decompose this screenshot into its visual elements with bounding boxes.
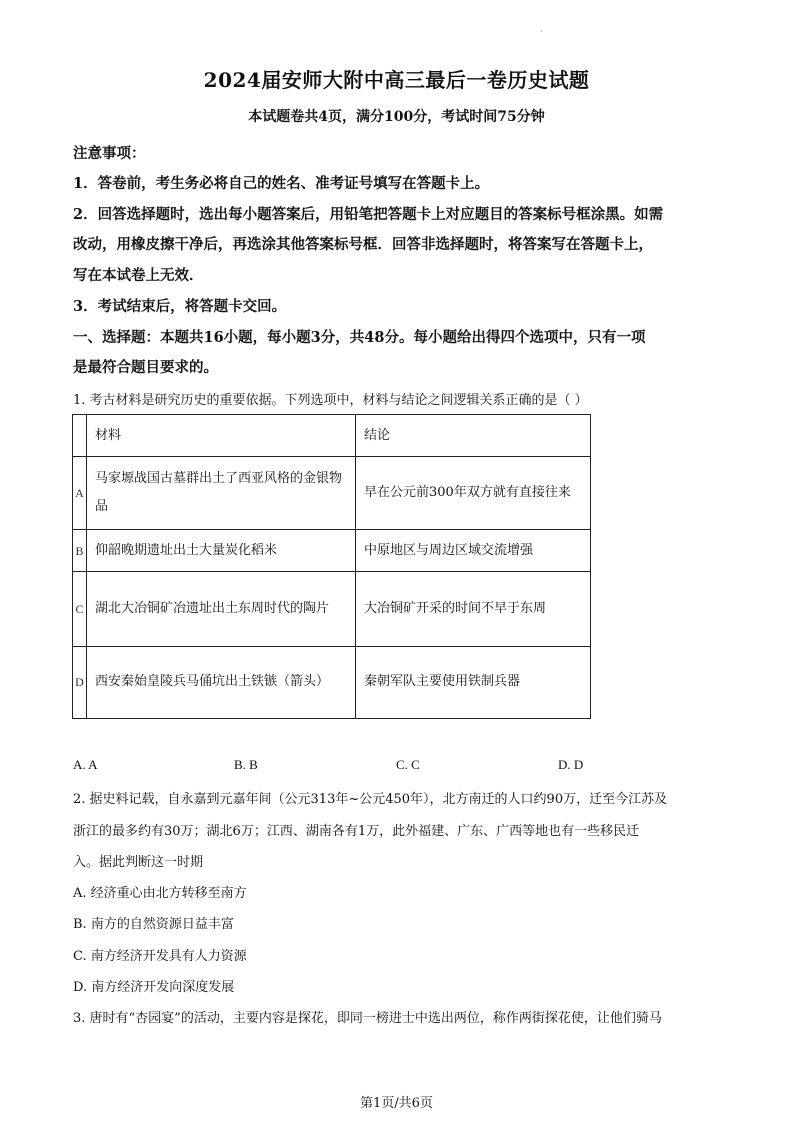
note-item-2-line-2: 改动，用橡皮擦干净后，再选涂其他答案标号框．回答非选择题时，将答案写在答题卡上， [73, 236, 653, 253]
conclusion-cell: 中原地区与周边区域交流增强 [356, 530, 591, 572]
row-label: B [73, 530, 87, 572]
table-row [73, 530, 591, 572]
row-label: C [73, 572, 87, 646]
question-1-option-c: C. C [396, 757, 420, 772]
conclusion-cell: 早在公元前300年双方就有直接往来 [356, 457, 591, 530]
table-row [73, 572, 591, 646]
question-1-option-b: B. B [234, 757, 258, 772]
note-item-2-line-1: 2．回答选择题时，选出每小题答案后，用铅笔把答题卡上对应题目的答案标号框涂黑。如需 [73, 206, 664, 223]
question-1-option-d: D. D [558, 757, 584, 772]
note-item-3: 3．考试结束后，将答题卡交回。 [73, 298, 287, 315]
table-row [73, 457, 591, 530]
question-3-line-1: 3. 唐时有“杏园宴”的活动，主要内容是探花，即同一榜进士中选出两位，称作两街探花使，让他们骑马 [73, 1011, 662, 1026]
notes-heading: 注意事项： [73, 145, 146, 162]
material-cell: 西安秦始皇陵兵马俑坑出土铁镞（箭头） [87, 646, 356, 718]
column-header-material: 材料 [87, 415, 356, 457]
row-label: D [73, 646, 87, 718]
table-header-row [73, 415, 591, 457]
question-1-stem: 1. 考古材料是研究历史的重要依据。下列选项中，材料与结论之间逻辑关系正确的是（ ） [73, 393, 588, 408]
note-item-1: 1．答卷前，考生务必将自己的姓名、准考证号填写在答题卡上。 [73, 175, 490, 192]
conclusion-cell: 秦朝军队主要使用铁制兵器 [356, 646, 591, 718]
column-header-conclusion: 结论 [356, 415, 591, 457]
table-cell [73, 415, 87, 457]
question-2-option-a: A. 经济重心由北方转移至南方 [73, 886, 247, 901]
section-heading-line-2: 是最符合题目要求的。 [73, 359, 218, 376]
exam-info: 本试题卷共4页，满分100分，考试时间75分钟 [248, 109, 545, 125]
material-cell: 湖北大冶铜矿冶遗址出土东周时代的陶片 [87, 572, 356, 646]
page-title: 2024届安师大附中高三最后一卷历史试题 [203, 68, 590, 92]
question-2-line-2: 浙江的最多约有30万；湖北6万；江西、湖南各有1万，此外福建、广东、广西等地也有一些移民迁 [73, 824, 640, 839]
question-1-option-a: A. A [73, 757, 98, 772]
question-2-option-b: B. 南方的自然资源日益丰富 [73, 917, 234, 932]
note-item-2-line-3: 写在本试卷上无效． [73, 267, 204, 284]
question-2-line-3: 入。据此判断这一时期 [73, 855, 204, 870]
question-2-line-1: 2. 据史料记载，自永嘉到元嘉年间（公元313年~公元450年），北方南迁的人口约90万，迁至今江苏及 [73, 792, 668, 807]
material-cell: 马家塬战国古墓群出土了西亚风格的金银物品 [87, 457, 356, 530]
page-number: 第1页/共6页 [360, 1096, 433, 1111]
section-heading-line-1: 一、选择题：本题共16小题，每小题3分，共48分。每小题给出得四个选项中，只有一项 [73, 329, 646, 346]
conclusion-cell: 大冶铜矿开采的时间不早于东周 [356, 572, 591, 646]
table-row [73, 646, 591, 718]
row-label: A [73, 457, 87, 530]
question-2-option-d: D. 南方经济开发向深度发展 [73, 980, 235, 995]
material-conclusion-table [72, 414, 591, 719]
question-2-option-c: C. 南方经济开发具有人力资源 [73, 949, 247, 964]
scan-dot: · [540, 27, 543, 36]
material-cell: 仰韶晚期遗址出土大量炭化稻米 [87, 530, 356, 572]
